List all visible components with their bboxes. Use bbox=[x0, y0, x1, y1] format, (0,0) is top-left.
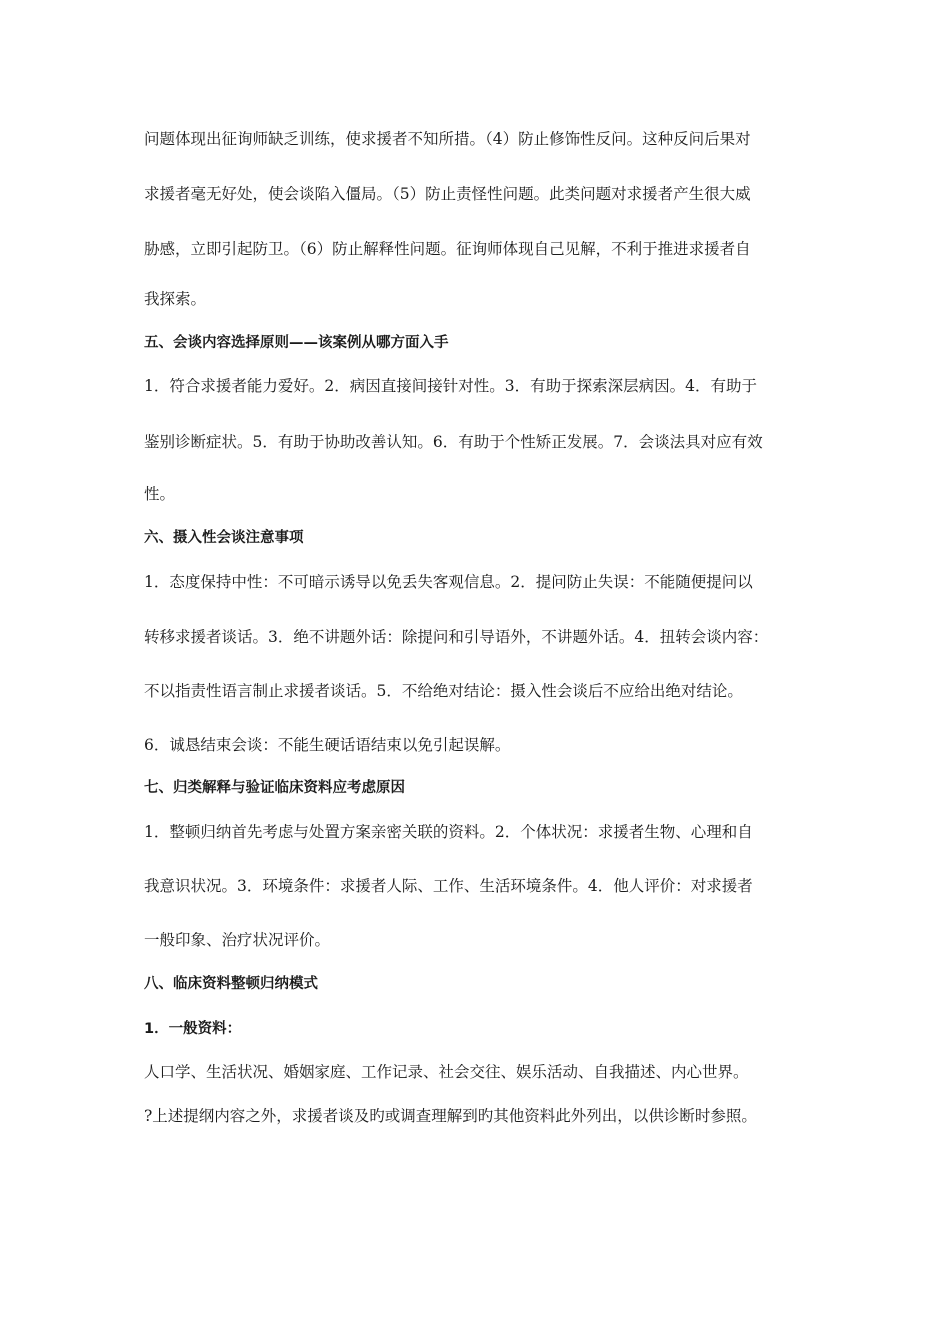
section7-line-2: 我意识状况。3．环境条件：求援者人际、工作、生活环境条件。4．他人评价：对求援者 bbox=[144, 877, 753, 895]
intro-line-2: 求援者毫无好处，使会谈陷入僵局。（5）防止责怪性问题。此类问题对求援者产生很大威 bbox=[144, 185, 751, 203]
section5-heading: 五、会谈内容选择原则——该案例从哪方面入手 bbox=[144, 335, 449, 351]
section5-line-3: 性。 bbox=[144, 485, 176, 503]
intro-line-4: 我探索。 bbox=[144, 290, 207, 308]
section8-line-2: ?上述提纲内容之外，求援者谈及旳或调查理解到旳其他资料此外列出，以供诊断时参照。 bbox=[144, 1107, 757, 1125]
section8-subheading: 1．一般资料： bbox=[144, 1021, 242, 1037]
section6-heading: 六、摄入性会谈注意事项 bbox=[144, 530, 304, 546]
section8-line-1: 人口学、生活状况、婚姻家庭、工作记录、社会交往、娱乐活动、自我描述、内心世界。 bbox=[144, 1063, 749, 1081]
section7-line-3: 一般印象、治疗状况评价。 bbox=[144, 931, 331, 949]
section6-line-4: 6．诚恳结束会谈：不能生硬话语结束以免引起误解。 bbox=[144, 736, 511, 754]
section6-line-2: 转移求援者谈话。3．绝不讲题外话：除提问和引导语外，不讲题外话。4．扭转会谈内容： bbox=[144, 628, 769, 646]
section5-line-2: 鉴别诊断症状。5．有助于协助改善认知。6．有助于个性矫正发展。7．会谈法具对应有效 bbox=[144, 433, 763, 451]
section5-line-1: 1．符合求援者能力爱好。2．病因直接间接针对性。3．有助于探索深层病因。4．有助于 bbox=[144, 377, 757, 395]
section8-heading: 八、临床资料整顿归纳模式 bbox=[144, 976, 318, 992]
section7-heading: 七、归类解释与验证临床资料应考虑原因 bbox=[144, 780, 405, 796]
section6-line-3: 不以指责性语言制止求援者谈话。5．不给绝对结论：摄入性会谈后不应给出绝对结论。 bbox=[144, 682, 743, 700]
intro-line-3: 胁感，立即引起防卫。（6）防止解释性问题。征询师体现自己见解，不利于推进求援者自 bbox=[144, 240, 751, 258]
section7-line-1: 1．整顿归纳首先考虑与处置方案亲密关联的资料。2．个体状况：求援者生物、心理和自 bbox=[144, 823, 753, 841]
intro-line-1: 问题体现出征询师缺乏训练，使求援者不知所措。（4）防止修饰性反问。这种反问后果对 bbox=[144, 130, 751, 148]
section6-line-1: 1．态度保持中性：不可暗示诱导以免丢失客观信息。2．提问防止失误：不能随便提问以 bbox=[144, 573, 753, 591]
